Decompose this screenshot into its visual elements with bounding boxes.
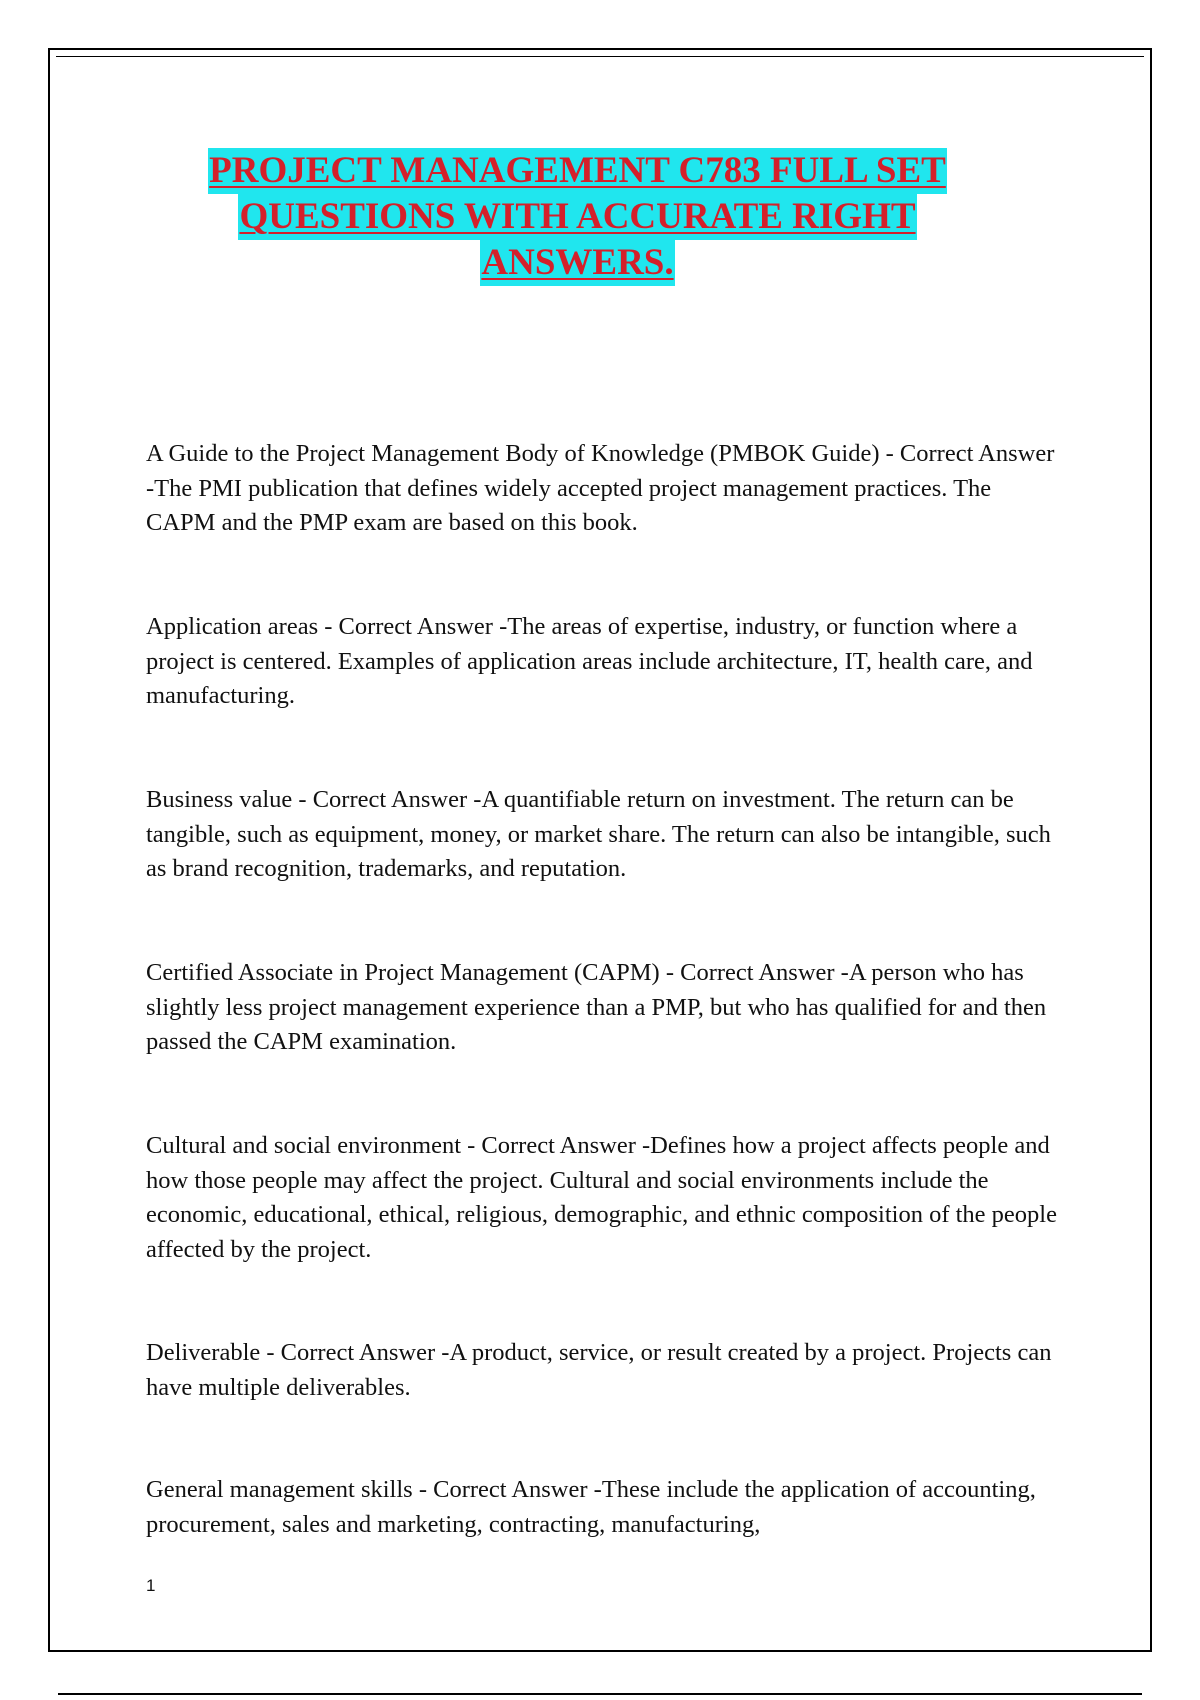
- qa-entry-capm: Certified Associate in Project Management (CAPM) - Correct Answer -A person who has slightly less project management experience than a PMP, but who has qualified for and then passed the CAPM examination.: [146, 959, 1047, 1055]
- qa-entry-business-value: Business value - Correct Answer -A quantifiable return on investment. The return can be tangible, such as equipment, money, or market share. The return can also be intangible, such as brand recognition, trademarks, and reputation.: [146, 786, 1051, 882]
- document-title: [100, 148, 1055, 286]
- page-top-rule: [56, 56, 1144, 57]
- page-number: 1: [146, 1576, 156, 1595]
- next-page-top-rule: [58, 1693, 1142, 1695]
- qa-entry-application-areas: Application areas - Correct Answer -The areas of expertise, industry, or function where a project is centered. Examples of application areas include architecture, IT, health care, and manufacturing.: [146, 613, 1033, 709]
- qa-entry-general-management-skills: General management skills - Correct Answer -These include the application of accounting, procurement, sales and marketing, contracting, manufacturing,: [146, 1476, 1036, 1538]
- title-line-2: QUESTIONS WITH ACCURATE RIGHT: [238, 194, 916, 240]
- title-line-3: ANSWERS.: [480, 240, 674, 286]
- title-line-1: PROJECT MANAGEMENT C783 FULL SET: [208, 148, 947, 194]
- qa-entry-deliverable: Deliverable - Correct Answer -A product, service, or result created by a project. Projects can have multiple deliverables.: [146, 1339, 1052, 1401]
- qa-entry-cultural-social-environment: Cultural and social environment - Correct Answer -Defines how a project affects people and how those people may affect the project. Cultural and social environments include the economic, educational, ethical, religious, demographic, and ethnic composition of the people affected by the project.: [146, 1132, 1057, 1263]
- qa-entry-pmbok-guide: A Guide to the Project Management Body of Knowledge (PMBOK Guide) - Correct Answer -The PMI publication that defines widely accepted project management practices. The CAPM and the PMP exam are based on this book.: [146, 440, 1055, 536]
